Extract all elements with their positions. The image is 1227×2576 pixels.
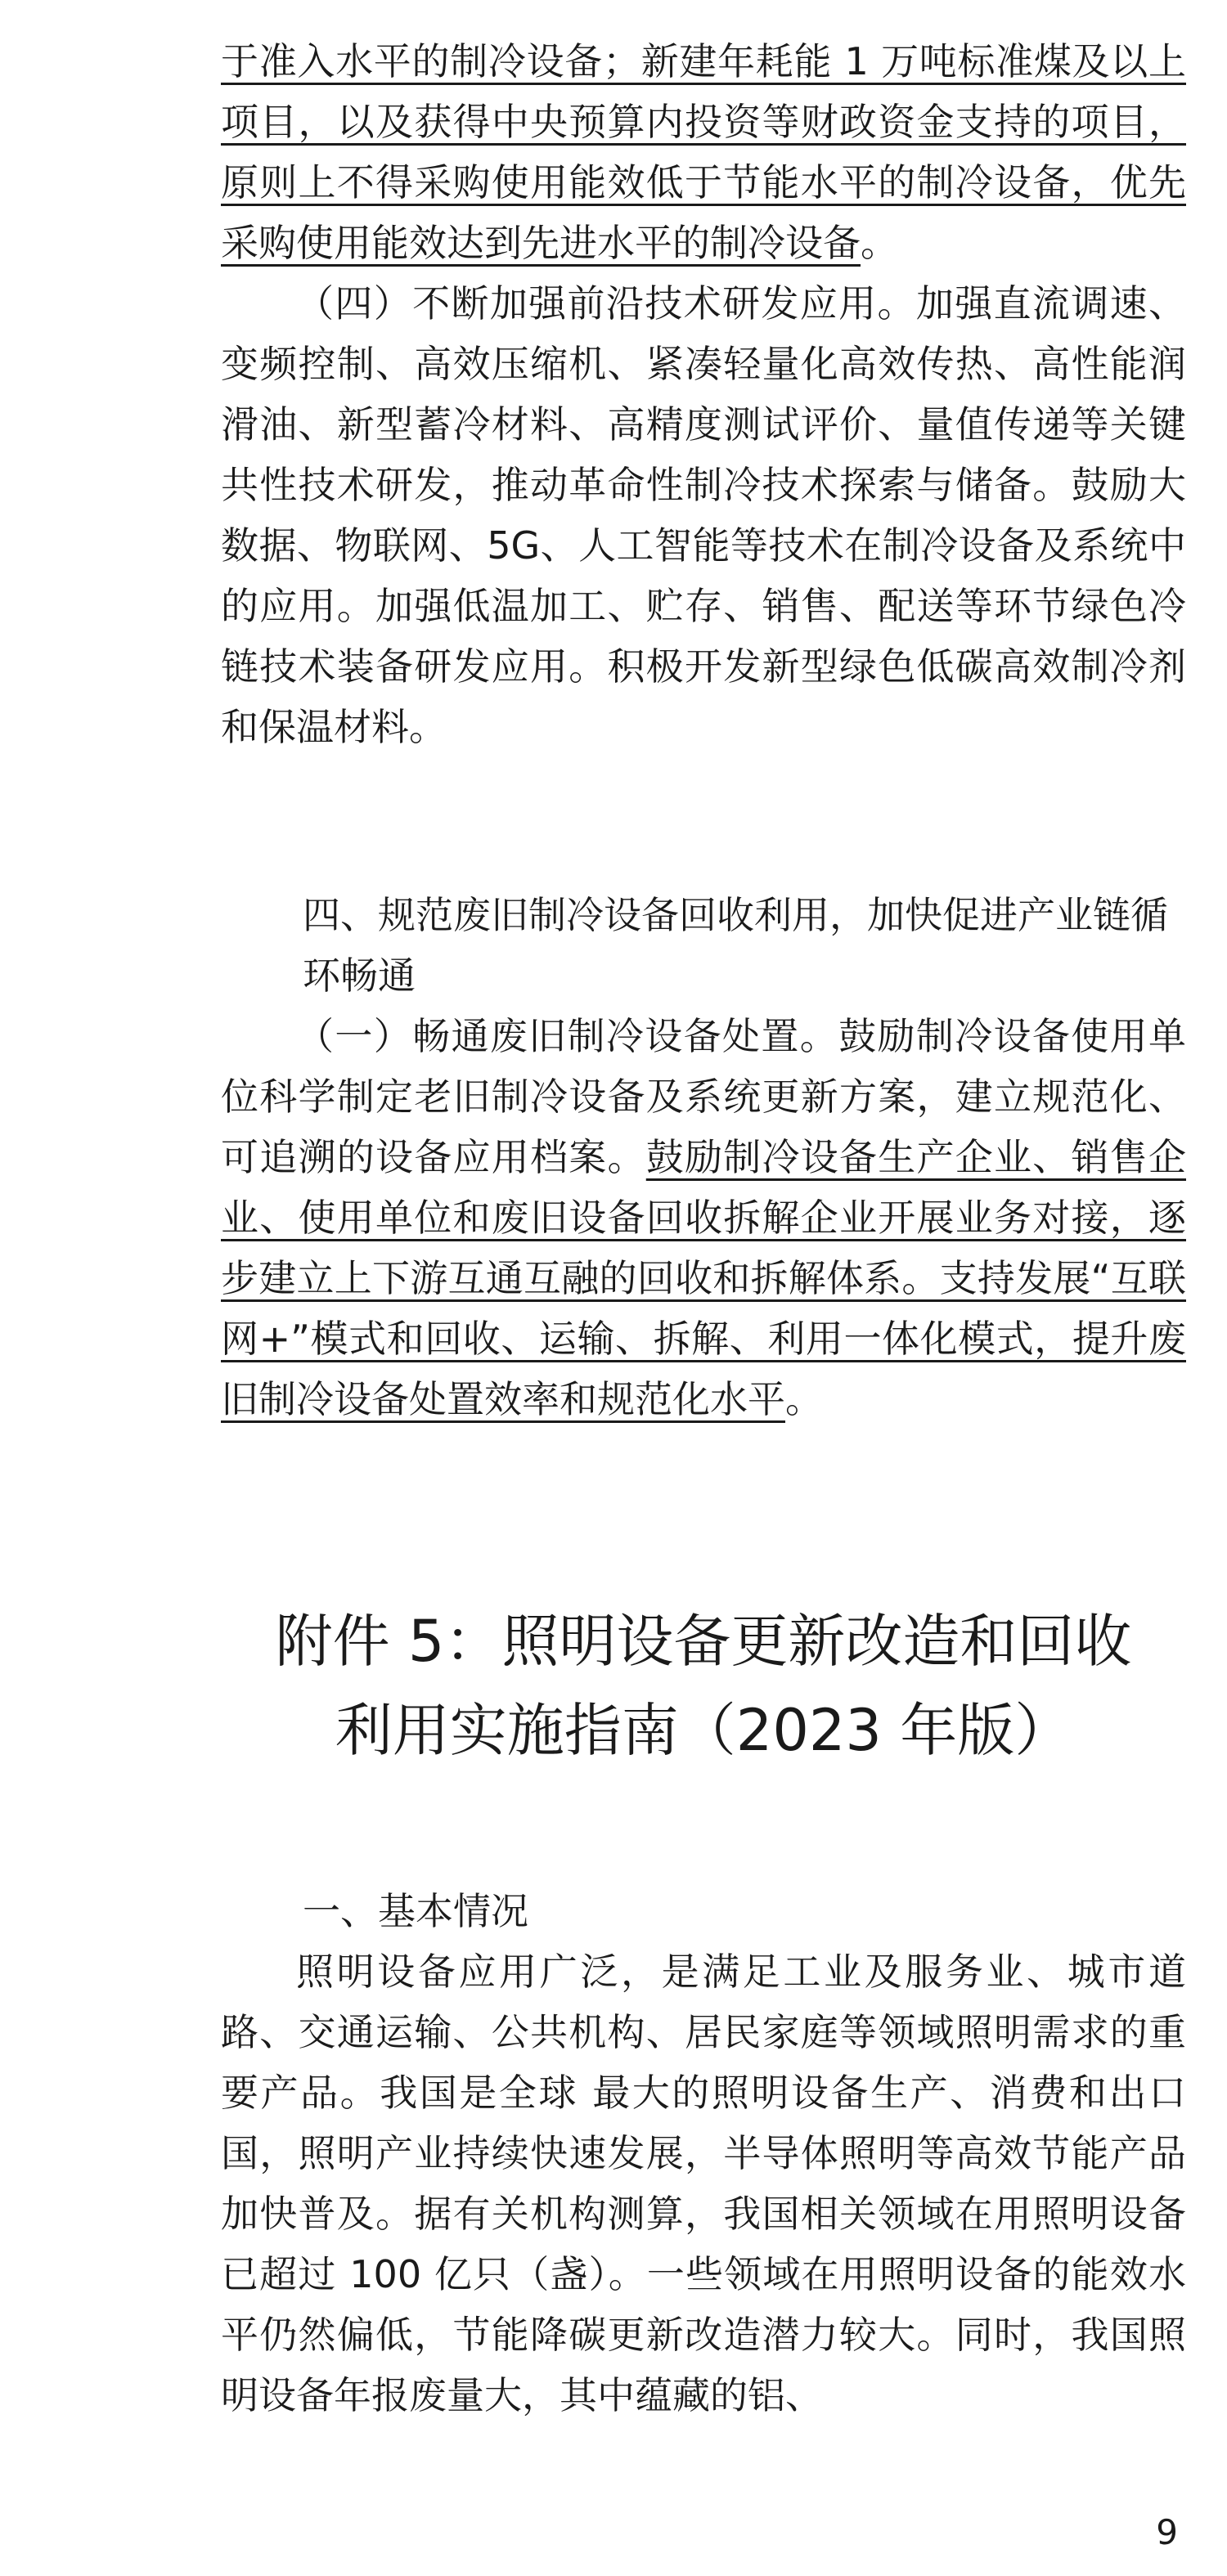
underlined-text: 于准入水平的制冷设备；新建年耗能 1 万吨标准煤及以上项目，以及获得中央预算内投资等财政资金支持的项目，原则上不得采购使用能效低于节能水平的制冷设备，优先采购使用能效达到先进水平的制冷设备 (221, 39, 1186, 265)
section-four (221, 885, 1186, 1429)
paragraph-disposal (221, 1006, 1186, 1429)
paragraph-basic-situation: 照明设备应用广泛，是满足工业及服务业、城市道路、交通运输、公共机构、居民家庭等领域照明需求的重要产品。我国是全球 最大的照明设备生产、消费和出口国，照明产业持续快速发展，半导体照明等高效节能产品加快普及。据有关机构测算，我国相关领域在用照明设备已超过 100 亿只（盏）。一些领域在用照明设备的能效水平仍然偏低，节能降碳更新改造潜力较大。同时，我国照明设备年报废量大，其中蕴藏的铝、 (221, 1950, 1186, 2417)
page-number: 9 (1156, 2512, 1178, 2552)
underlined-text: 鼓励制冷设备生产企业、销售企业、使用单位和废旧设备回收拆解企业开展业务对接，逐步建立上下游互通互融的回收和拆解体系。支持发展“互联网+”模式和回收、运输、拆解、利用一体化模式，提升废旧制冷设备处置效率和规范化水平 (221, 1135, 1186, 1421)
annex-title-line2: 利用实施指南（2023 年版） (335, 1697, 1072, 1764)
paragraph-text: （一）畅通废旧制冷设备处置。鼓励制冷设备使用单位科学制定老旧制冷设备及系统更新方案，建立规范化、可追溯的设备应用档案。 (221, 1014, 1186, 1179)
section-heading: 一、基本情况 (303, 1889, 528, 1933)
punctuation: 。 (785, 1377, 823, 1421)
section-heading: 四、规范废旧制冷设备回收利用，加快促进产业链循环畅通 (303, 893, 1168, 998)
paragraph-rd-application: （四）不断加强前沿技术研发应用。加强直流调速、变频控制、高效压缩机、紧凑轻量化高效传热、高性能润滑油、新型蓄冷材料、高精度测试评价、量值传递等关键共性技术研发，推动革命性制冷技术探索与储备。鼓励大数据、物联网、5G、人工智能等技术在制冷设备及系统中的应用。加强低温加工、贮存、销售、配送等环节绿色冷链技术装备研发应用。积极开发新型绿色低碳高效制冷剂和保温材料。 (221, 281, 1186, 749)
block-top (221, 31, 1186, 757)
paragraph-refrigeration-procurement (221, 31, 1186, 273)
section-one (221, 1881, 1186, 2426)
punctuation: 。 (861, 221, 898, 265)
annex-title-line1: 附件 5：照明设备更新改造和回收 (275, 1608, 1132, 1675)
